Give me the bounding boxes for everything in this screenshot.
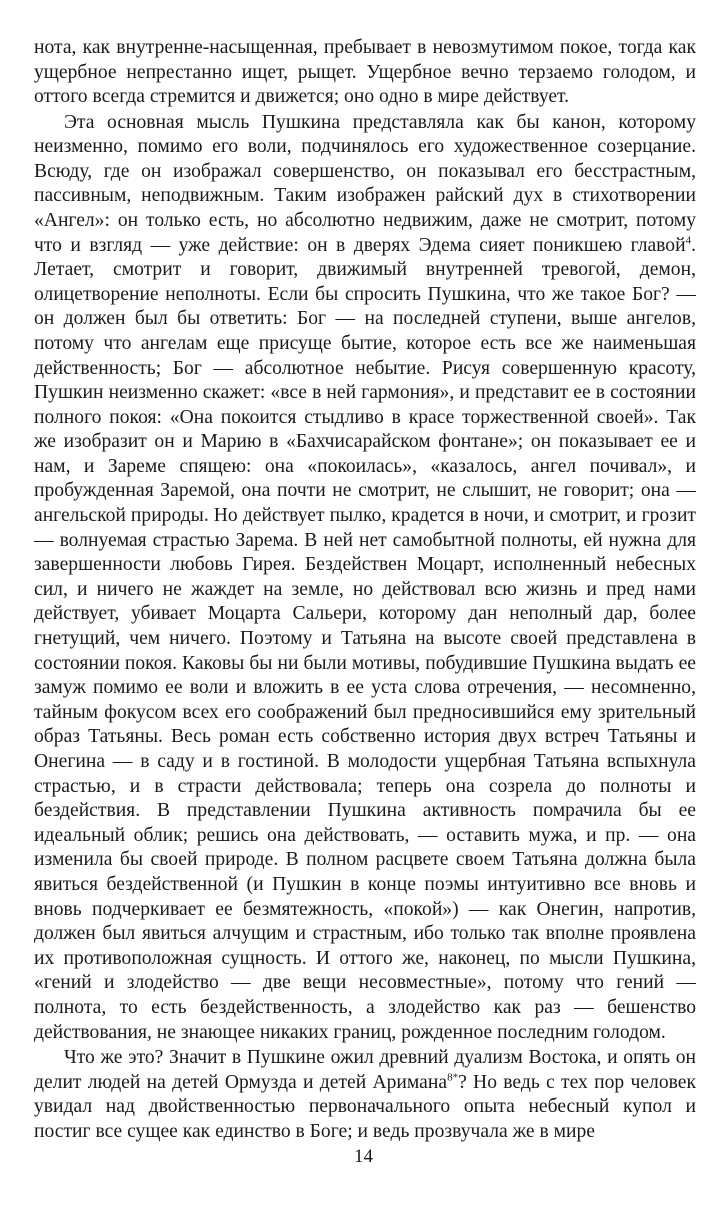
paragraph-3-part-1: Что же это? Значит в Пушкине ожил древний дуализм Востока, и опять он делит людей на детей Ормузда и детей Аримана: [34, 1046, 696, 1093]
footnote-ref-8: 8*: [447, 1071, 459, 1083]
footnote-ref-4: 4: [685, 234, 692, 247]
paragraph-3-part-2: ? Но ведь с тех пор человек увидал над двойственностью первоначального опыта небесный купол и постиг все сущее как единство в Боге; и ведь прозвучала же в мире: [34, 1071, 696, 1142]
paragraph-2-part-2: . Летает, смотрит и говорит, движимый внутренней тревогой, демон, олицетворение неполноты. Если бы спросить Пушкина, что же такое Бог? — он должен был бы ответить: Бог — на последней ступени, выше ангелов, потому что ангелам еще присуще бытие, которое есть все же наименьшая действенность; Бог — абсолютное небытие. Рисуя совершенную красоту, Пушкин неизменно скажет: «все в ней гармония», и представит ее в состоянии полного покоя: «Она покоится стыдливо в красе торжественной своей». Так же изобразит он и Марию в «Бахчисарайском фонтане»; он показывает ее и нам, и Зареме спящею: она «покоилась», «казалось, ангел почивал», и пробужденная Заремой, она почти не смотрит, не слышит, не говорит; она — ангельской природы. Но действует пылко, крадется в ночи, и смотрит, и грозит — волнуемая страстью Зарема. В ней нет самобытной полноты, ей нужна для завершенности любовь Гирея. Бездействен Моцарт, исполненный небесных сил, и ничего не жаждет на земле, но действовал всю жизнь и пред нами действует, убивает Моцарта Сальери, которому дан неполный дар, более гнетущий, чем ничего. Поэтому и Татьяна на высоте своей представлена в состоянии покоя. Каковы бы ни были мотивы, побудившие Пушкина выдать ее замуж помимо ее воли и вложить в ее уста слова отречения, — несомненно, тайным фокусом всех его соображений был предносившийся ему зрительный образ Татьяны. Весь роман есть собственно история двух встреч Татьяны и Онегина — в саду и в гостиной. В молодости ущербная Татьяна вспыхнула страстью, и в страсти действовала; теперь она созрела до полноты и бездействия. В представлении Пушкина активность помрачила бы ее идеальный облик; решись она действовать, — оставить мужа, и пр. — она изменила бы своей природе. В полном расцвете своем Татьяна должна была явиться бездейственной (и Пушкин в конце поэмы интуитивно все вновь и вновь подчеркивает ее безмятежность, «покой») — как Онегин, напротив, должен был явиться алчущим и страстным, ибо только так вполне проявлена их противоположная сущность. И оттого же, наконец, по мысли Пушкина, «гений и злодейство — две вещи несовместные», потому что гений — полнота, то есть бездейственность, а злодейство как раз — бешенство действования, не знающее никаких границ, рожденное последним голодом.: [34, 234, 696, 1043]
page-body: [34, 36, 696, 1144]
paragraph-2: [34, 111, 696, 1046]
page-number: 14: [354, 1146, 373, 1167]
paragraph-2-part-1: Эта основная мысль Пушкина представляла как бы канон, которому неизменно, помимо его воли, подчинялось его художественное созерцание. Всюду, где он изображал совершенство, он показывал его бесстрастным, пассивным, неподвижным. Таким изображен райский дух в стихотворении «Ангел»: он только есть, но абсолютно недвижим, даже не смотрит, потому что и взгляд — уже действие: он в дверях Эдема сияет поникшею главой: [34, 111, 696, 256]
paragraph-3: [34, 1046, 696, 1144]
paragraph-1: нота, как внутренне-насыщенная, пребывает в невозмутимом покое, тогда как ущербное непрестанно ищет, рыщет. Ущербное вечно терзаемо голодом, и оттого всегда стремится и движется; оно одно в мире действует.: [34, 37, 696, 108]
